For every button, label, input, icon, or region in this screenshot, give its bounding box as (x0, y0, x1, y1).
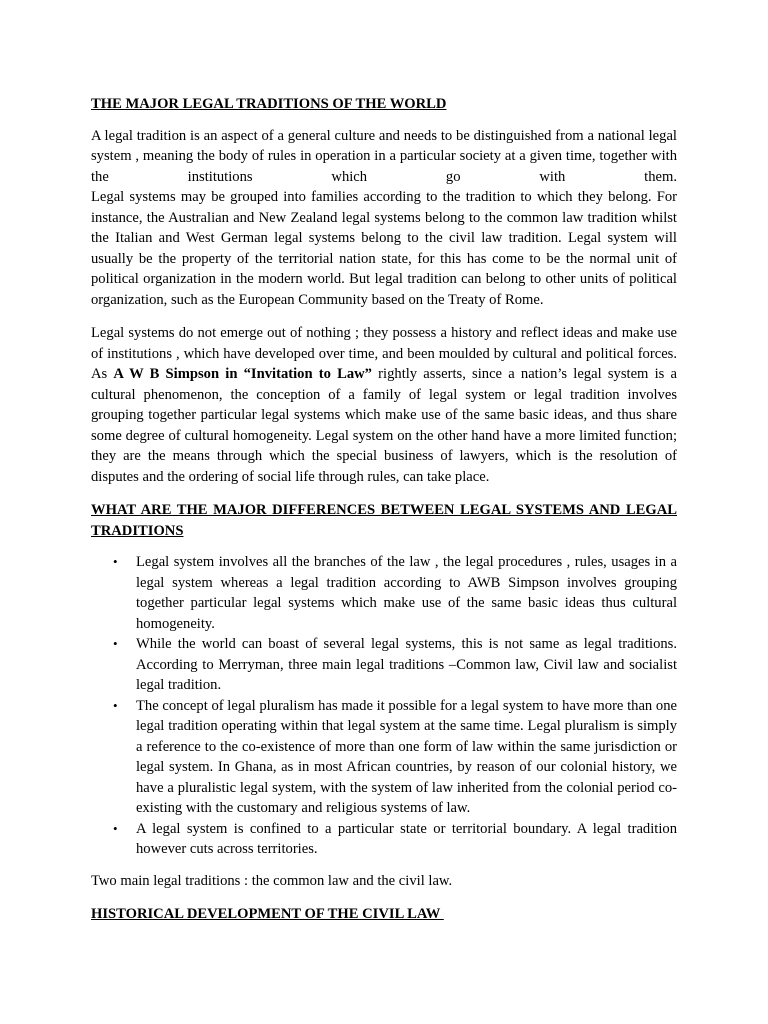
paragraph-legal-tradition-intro (91, 126, 677, 311)
list-item-text: While the world can boast of several legal systems, this is not same as legal traditions. According to Merryman, three main legal traditions –Common law, Civil law and socialist legal tradition. (136, 636, 677, 693)
bullet-icon: • (113, 554, 118, 569)
document-title: THE MAJOR LEGAL TRADITIONS OF THE WORLD (91, 96, 447, 112)
paragraph-continuation: Legal systems may be grouped into families according to the tradition to which they belong. For instance, the Australian and New Zealand legal systems belong to the common law tradition whilst the Italian and West German legal systems belong to the civil law tradition. Legal system will usually be the property of the territorial nation state, for this has come to be the normal unit of political organization in the modern world. But legal tradition can belong to other units of political organization, such as the European Community based on the Treaty of Rome. (91, 189, 677, 308)
list-item (91, 696, 677, 819)
paragraph-two-traditions: Two main legal traditions : the common law and the civil law. (91, 872, 453, 889)
citation-bold: A W B Simpson in “Invitation to Law” (113, 366, 372, 382)
list-item-text: A legal system is confined to a particular state or territorial boundary. A legal tradition however cuts across territories. (136, 820, 677, 857)
list-item (91, 552, 677, 634)
list-item (91, 819, 677, 860)
list-item-text: Legal system involves all the branches of the law , the legal procedures , rules, usages in a legal system whereas a legal tradition according to AWB Simpson involves grouping together particular legal systems which make use of the same basic ideas thus cultural homogeneity. (136, 554, 677, 632)
list-item (91, 634, 677, 696)
paragraph-first-lines: A legal tradition is an aspect of a general culture and needs to be distinguished from a national legal system , meaning the body of rules in operation in a particular society at a given time, together with the institutions which go with them. (91, 127, 677, 185)
paragraph-text-after: rightly asserts, since a nation’s legal system is a cultural phenomenon, the conception of a family of legal system or legal tradition involves grouping together particular legal systems which make use of the same basic ideas, and thus share some degree of cultural homogeneity. Legal system on the other hand have a more limited function; they are the means through which the special business of lawyers, which is the resolution of disputes and the ordering of social life through rules, can take place. (91, 366, 677, 485)
section-heading-civil-law: HISTORICAL DEVELOPMENT OF THE CIVIL LAW (91, 906, 444, 922)
bullet-icon: • (113, 636, 118, 651)
bullet-icon: • (113, 697, 118, 713)
bullet-icon: • (113, 820, 118, 836)
paragraph-text-before: Legal systems do not emerge out of nothing ; they possess a history and reflect ideas and make use of institutions , which have developed over time, and been moulded by cultural and political forces. As (91, 325, 677, 382)
differences-list (91, 552, 677, 860)
paragraph-legal-systems-history (91, 323, 677, 487)
section-heading-differences: WHAT ARE THE MAJOR DIFFERENCES BETWEEN LEGAL SYSTEMS AND LEGAL TRADITIONS (91, 502, 677, 539)
list-item-text: The concept of legal pluralism has made it possible for a legal system to have more than one legal tradition operating within that legal system at the same time. Legal pluralism is simply a reference to the co-existence of more than one form of law within the same jurisdiction or legal system. In Ghana, as in most African countries, by reason of our colonial history, we have a pluralistic legal system, with the system of law inherited from the colonial period co-existing with the customary and religious systems of law. (136, 697, 677, 816)
